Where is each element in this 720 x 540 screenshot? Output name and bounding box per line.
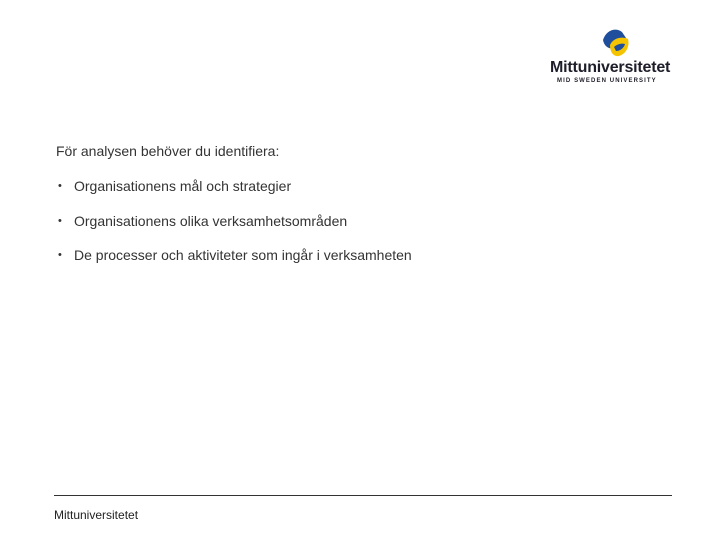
bullet-dot-icon: • xyxy=(58,180,62,192)
bullet-item xyxy=(58,246,412,281)
bullet-text: Organisationens olika verksamhetsområden xyxy=(74,212,348,229)
bullet-dot-icon: • xyxy=(58,249,62,261)
intro-text: För analysen behöver du identifiera: xyxy=(56,143,280,159)
bullet-text: De processer och aktiviteter som ingår i verksamheten xyxy=(74,247,412,263)
logo-mark-icon xyxy=(600,26,632,58)
footer-text: Mittuniversitetet xyxy=(54,508,139,522)
footer-divider xyxy=(54,495,672,496)
bullet-item xyxy=(58,212,412,247)
bullet-list xyxy=(58,177,412,281)
logo-wordmark: Mittuniversitetet xyxy=(550,59,671,76)
university-logo xyxy=(550,26,682,88)
bullet-dot-icon: • xyxy=(58,214,62,227)
bullet-text: Organisationens mål och strategier xyxy=(74,178,292,194)
logo-subtitle: MID SWEDEN UNIVERSITY xyxy=(557,78,657,84)
bullet-item xyxy=(58,177,412,212)
